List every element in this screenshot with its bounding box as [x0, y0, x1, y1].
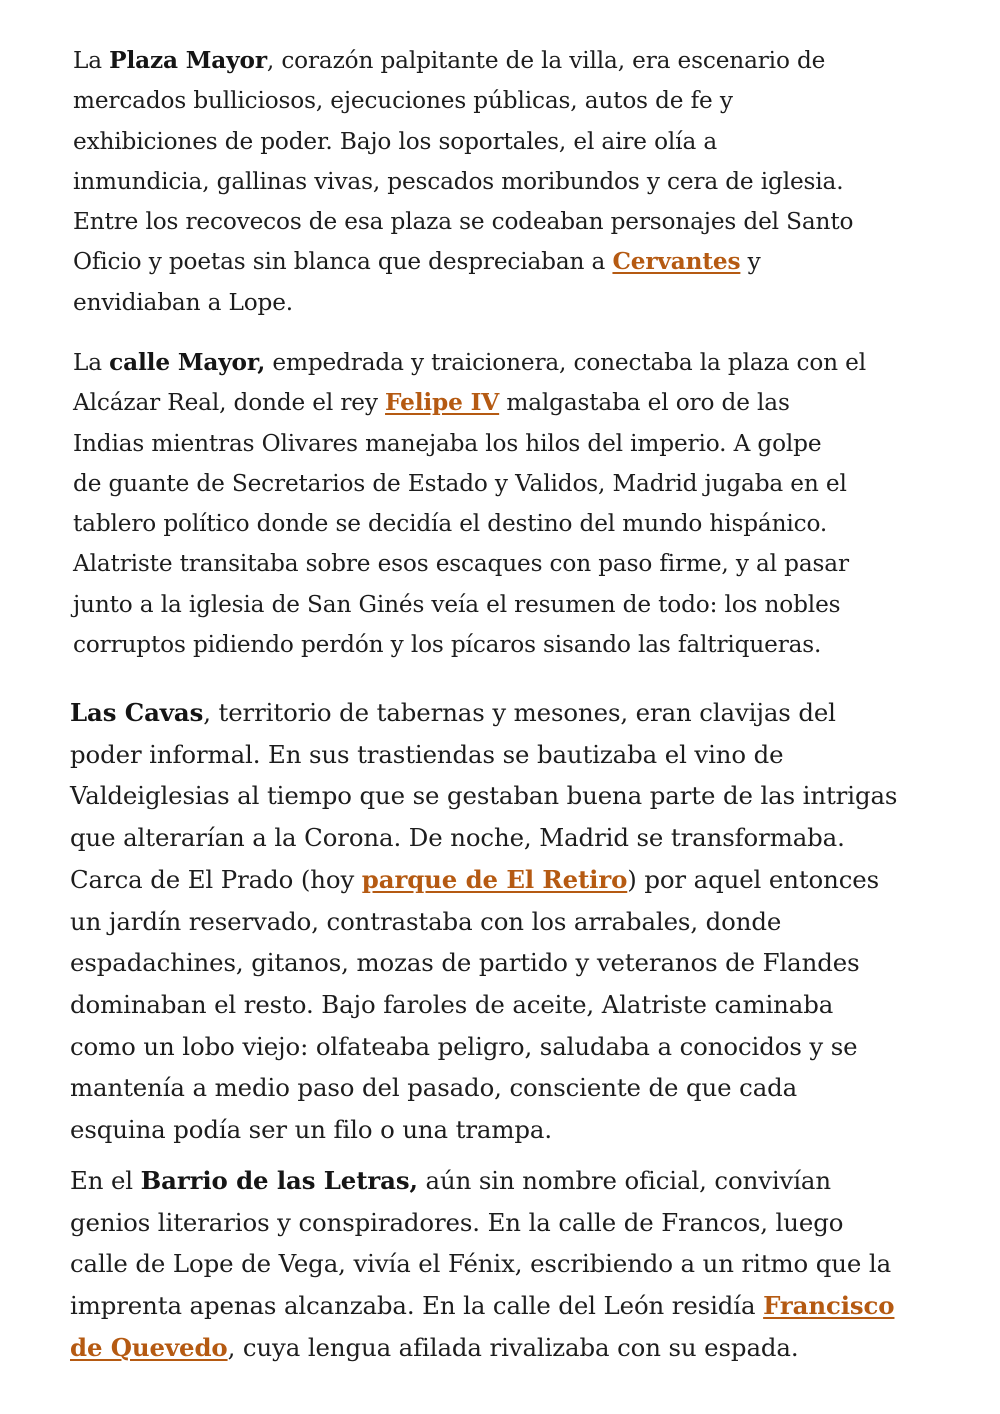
text-line: Alatriste transitaba sobre esos escaques con paso firme, y al pasar [73, 550, 849, 578]
link-parque-el-retiro[interactable]: parque de El Retiro [361, 864, 628, 894]
text-line: Alcázar Real, donde el rey [73, 389, 386, 417]
text-line: inmundicia, gallinas vivas, pescados moribundos y cera de iglesia. [73, 167, 844, 195]
text-line: como un lobo viejo: olfateaba peligro, saludaba a conocidos y se [70, 1031, 858, 1061]
bold-term-calle-mayor: calle Mayor, [109, 349, 266, 376]
text-line: aún sin nombre oficial, convivían [417, 1166, 831, 1195]
text-line: empedrada y traicionera, conectaba la plaza con el [265, 349, 867, 376]
text-line: genios literarios y conspiradores. En la calle de Francos, luego [70, 1207, 844, 1237]
text-line: imprenta apenas alcanzaba. En la calle del León residía [70, 1291, 764, 1321]
text-line: y [740, 248, 761, 276]
text-line: corruptos pidiendo perdón y los pícaros sisando las faltriqueras. [73, 631, 822, 659]
text-line: , territorio de tabernas y mesones, eran clavijas del [203, 698, 836, 727]
text-line: tablero político donde se decidía el destino del mundo hispánico. [73, 510, 828, 538]
text-line: Indias mientras Olivares manejaba los hilos del imperio. A golpe [73, 429, 822, 457]
bold-term-plaza-mayor: Plaza Mayor [109, 47, 267, 74]
paragraph-las-cavas [70, 692, 897, 1151]
text-line: La [73, 47, 110, 74]
link-felipe-iv[interactable]: Felipe IV [385, 389, 500, 417]
text-line: , cuya lengua afilada rivalizaba con su espada. [227, 1332, 799, 1362]
text-line: , corazón palpitante de la villa, era escenario de [266, 47, 826, 74]
text-line: malgastaba el oro de las [499, 389, 790, 417]
text-line: Valdeiglesias al tiempo que se gestaban buena parte de las intrigas [70, 781, 898, 811]
text-line: envidiaban a Lope. [73, 288, 294, 316]
text-line: esquina podía ser un filo o una trampa. [70, 1115, 552, 1145]
text-line: Entre los recovecos de esa plaza se codeaban personajes del Santo [73, 208, 854, 236]
text-line: mercados bulliciosos, ejecuciones públicas, autos de fe y [73, 87, 733, 115]
text-line: Carca de El Prado (hoy [70, 864, 362, 894]
link-cervantes[interactable]: Cervantes [612, 248, 741, 276]
text-line: espadachines, gitanos, mozas de partido y veteranos de Flandes [70, 948, 860, 978]
text-line: dominaban el resto. Bajo faroles de aceite, Alatriste caminaba [70, 989, 834, 1019]
paragraph-plaza-mayor [73, 41, 853, 323]
paragraph-barrio-de-las-letras [70, 1160, 894, 1369]
text-line: mantenía a medio paso del pasado, consciente de que cada [70, 1073, 798, 1103]
text-line: junto a la iglesia de San Ginés veía el resumen de todo: los nobles [73, 590, 841, 618]
bold-term-las-cavas: Las Cavas [70, 698, 204, 727]
text-line: ) por aquel entonces [627, 864, 880, 894]
link-francisco-de-quevedo[interactable]: de Quevedo [70, 1332, 228, 1362]
text-line: un jardín reservado, contrastaba con los arrabales, donde [70, 906, 782, 936]
text-line: que alterarían a la Corona. De noche, Madrid se transformaba. [70, 823, 845, 853]
text-line: En el [70, 1166, 141, 1195]
bold-term-barrio-de-las-letras: Barrio de las Letras, [140, 1166, 418, 1195]
text-line: de guante de Secretarios de Estado y Validos, Madrid jugaba en el [73, 469, 847, 497]
link-francisco-de-quevedo[interactable]: Francisco [763, 1291, 895, 1321]
text-line: Oficio y poetas sin blanca que despreciaban a [73, 248, 613, 276]
text-line: La [73, 349, 110, 376]
paragraph-calle-mayor [73, 343, 866, 665]
text-line: calle de Lope de Vega, vivía el Fénix, escribiendo a un ritmo que la [70, 1249, 892, 1279]
text-line: exhibiciones de poder. Bajo los soportales, el aire olía a [73, 127, 718, 155]
text-line: poder informal. En sus trastiendas se bautizaba el vino de [70, 739, 784, 769]
